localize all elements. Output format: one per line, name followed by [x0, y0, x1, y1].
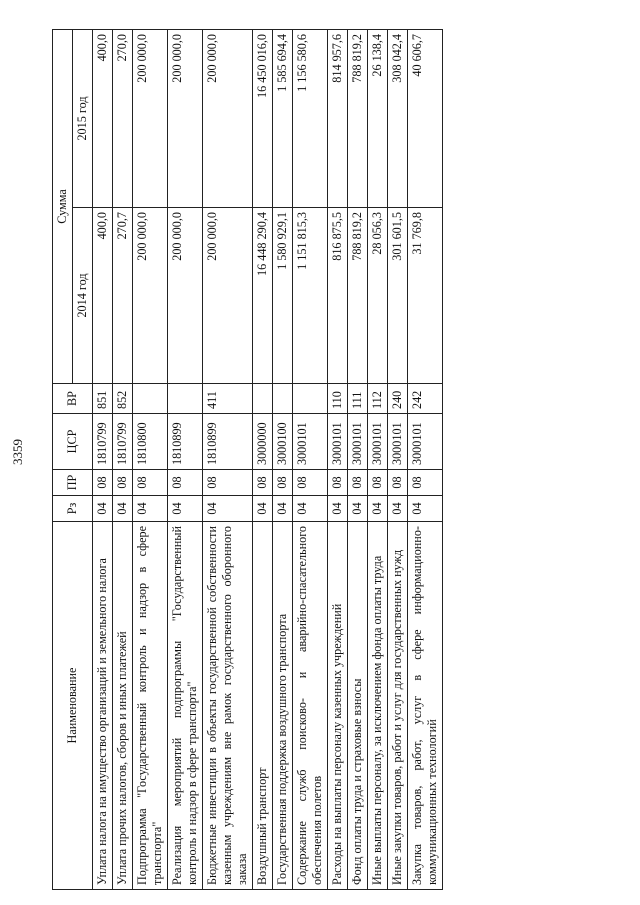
row-rz: 04: [368, 496, 388, 522]
table-row: [93, 29, 113, 889]
table-row: [328, 29, 348, 889]
row-csr: 3000000: [253, 414, 273, 470]
table-row: [133, 29, 168, 889]
row-sum-2015: 788 819,2: [348, 29, 368, 207]
row-name: Бюджетные инвестиции в объекты государственной собственности казенным учреждениям вне рамок государственного оборонного заказа: [203, 522, 253, 890]
row-sum-2015: 200 000,0: [133, 29, 168, 207]
row-name: Реализация мероприятий подпрограммы "Государственный контроль и надзор в сфере транспорта": [168, 522, 203, 890]
row-csr: 3000101: [368, 414, 388, 470]
row-vr: 111: [348, 384, 368, 414]
row-csr: 3000101: [328, 414, 348, 470]
row-sum-2015: 308 042,4: [388, 29, 408, 207]
row-sum-2014: 28 056,3: [368, 208, 388, 384]
row-name: Иные закупки товаров, работ и услуг для государственных нужд: [388, 522, 408, 890]
row-vr: [273, 384, 293, 414]
row-csr: 1810799: [113, 414, 133, 470]
row-pr: 08: [293, 470, 328, 496]
row-pr: 08: [348, 470, 368, 496]
row-sum-2014: 200 000,0: [168, 208, 203, 384]
table-row: [273, 29, 293, 889]
row-vr: [133, 384, 168, 414]
row-name: Расходы на выплаты персоналу казенных учреждений: [328, 522, 348, 890]
table-row: [113, 29, 133, 889]
table-row: [293, 29, 328, 889]
row-sum-2014: 400,0: [93, 208, 113, 384]
row-rz: 04: [273, 496, 293, 522]
header-vr: ВР: [53, 384, 93, 414]
page-number-text: 3359: [10, 439, 25, 465]
table-body: [93, 29, 443, 889]
header-pr: ПР: [53, 470, 93, 496]
row-vr: 110: [328, 384, 348, 414]
row-csr: 1810799: [93, 414, 113, 470]
row-rz: 04: [113, 496, 133, 522]
row-sum-2014: 200 000,0: [203, 208, 253, 384]
row-sum-2015: 400,0: [93, 29, 113, 207]
row-sum-2014: 31 769,8: [408, 208, 443, 384]
row-sum-2015: 200 000,0: [168, 29, 203, 207]
row-vr: 112: [368, 384, 388, 414]
row-vr: [253, 384, 273, 414]
row-pr: 08: [113, 470, 133, 496]
row-name: Иные выплаты персоналу, за исключением фонда оплаты труда: [368, 522, 388, 890]
row-sum-2015: 26 138,4: [368, 29, 388, 207]
row-name: Фонд оплаты труда и страховые взносы: [348, 522, 368, 890]
row-rz: 04: [388, 496, 408, 522]
rotated-budget-table: [52, 30, 598, 890]
row-csr: 1810800: [133, 414, 168, 470]
row-rz: 04: [348, 496, 368, 522]
row-sum-2015: 16 450 016,0: [253, 29, 273, 207]
row-sum-2014: 1 151 815,3: [293, 208, 328, 384]
header-2015: 2015 год: [73, 29, 93, 207]
row-vr: 240: [388, 384, 408, 414]
row-name: Государственная поддержка воздушного транспорта: [273, 522, 293, 890]
row-name: Содержание служб поисково- и аварийно-спасательного обеспечения полетов: [293, 522, 328, 890]
row-pr: 08: [168, 470, 203, 496]
table-row: [368, 29, 388, 889]
row-name: Воздушный транспорт: [253, 522, 273, 890]
row-pr: 08: [408, 470, 443, 496]
row-pr: 08: [203, 470, 253, 496]
table-row: [348, 29, 368, 889]
row-sum-2014: 301 601,5: [388, 208, 408, 384]
row-pr: 08: [253, 470, 273, 496]
row-rz: 04: [203, 496, 253, 522]
row-rz: 04: [133, 496, 168, 522]
row-name: Уплата прочих налогов, сборов и иных платежей: [113, 522, 133, 890]
header-row-1: [53, 29, 73, 889]
row-sum-2014: 1 580 929,1: [273, 208, 293, 384]
header-sum: Сумма: [53, 29, 73, 383]
row-rz: 04: [328, 496, 348, 522]
header-2014: 2014 год: [73, 208, 93, 384]
row-vr: 852: [113, 384, 133, 414]
row-pr: 08: [328, 470, 348, 496]
row-sum-2015: 814 957,6: [328, 29, 348, 207]
row-vr: [168, 384, 203, 414]
row-sum-2014: 16 448 290,4: [253, 208, 273, 384]
row-rz: 04: [253, 496, 273, 522]
header-name: Наименование: [53, 522, 93, 890]
row-csr: 3000101: [348, 414, 368, 470]
row-sum-2015: 1 156 580,6: [293, 29, 328, 207]
row-csr: 3000101: [293, 414, 328, 470]
row-rz: 04: [293, 496, 328, 522]
row-name: Закупка товаров, работ, услуг в сфере информационно-коммуникационных технологий: [408, 522, 443, 890]
row-sum-2014: 270,7: [113, 208, 133, 384]
row-name: Подпрограмма "Государственный контроль и надзор в сфере транспорта": [133, 522, 168, 890]
row-sum-2015: 1 585 694,4: [273, 29, 293, 207]
row-csr: 3000101: [388, 414, 408, 470]
table-row: [168, 29, 203, 889]
row-sum-2014: 788 819,2: [348, 208, 368, 384]
row-csr: 1810899: [168, 414, 203, 470]
row-pr: 08: [368, 470, 388, 496]
row-rz: 04: [93, 496, 113, 522]
header-rz: Рз: [53, 496, 93, 522]
table-row: [388, 29, 408, 889]
row-sum-2015: 200 000,0: [203, 29, 253, 207]
row-vr: 411: [203, 384, 253, 414]
row-vr: 242: [408, 384, 443, 414]
row-rz: 04: [408, 496, 443, 522]
row-pr: 08: [273, 470, 293, 496]
row-sum-2014: 816 875,5: [328, 208, 348, 384]
row-csr: 3000101: [408, 414, 443, 470]
row-vr: 851: [93, 384, 113, 414]
row-name: Уплата налога на имущество организаций и земельного налога: [93, 522, 113, 890]
table-row: [203, 29, 253, 889]
row-sum-2015: 40 606,7: [408, 29, 443, 207]
header-csr: ЦСР: [53, 414, 93, 470]
row-vr: [293, 384, 328, 414]
row-sum-2015: 270,0: [113, 29, 133, 207]
row-sum-2014: 200 000,0: [133, 208, 168, 384]
table-row: [253, 29, 273, 889]
row-pr: 08: [133, 470, 168, 496]
row-csr: 3000100: [273, 414, 293, 470]
row-rz: 04: [168, 496, 203, 522]
budget-table: [52, 29, 443, 890]
row-pr: 08: [388, 470, 408, 496]
row-pr: 08: [93, 470, 113, 496]
table-row: [408, 29, 443, 889]
row-csr: 1810899: [203, 414, 253, 470]
